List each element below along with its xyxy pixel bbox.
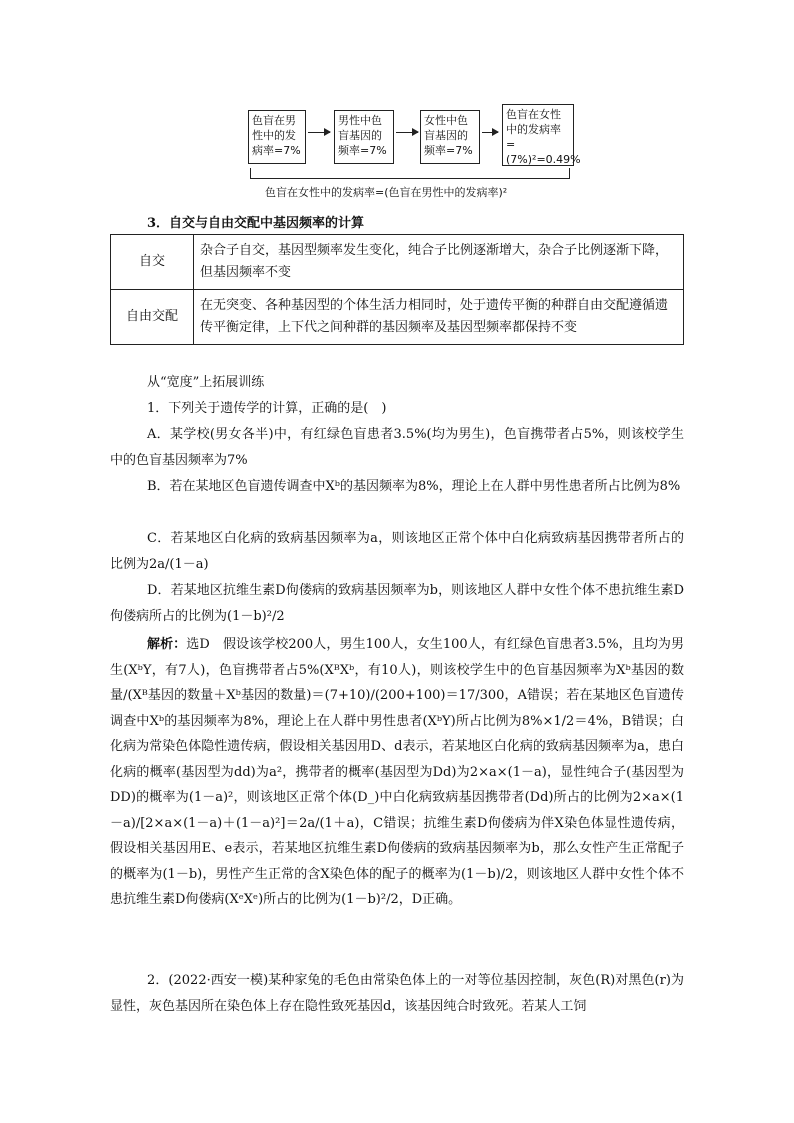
- table-body-cell: 杂合子自交，基因型频率发生变化，纯合子比例逐渐增大，杂合子比例逐渐下降，但基因频率不变: [194, 235, 684, 290]
- comparison-table: [110, 234, 684, 345]
- flowchart-brace: [250, 168, 570, 179]
- flow-arrow-2: [396, 132, 418, 133]
- analysis-label: 解析：: [147, 637, 187, 652]
- option-d: D．若某地区抗维生素D佝偻病的致病基因频率为b，则该地区人群中女性个体不患抗维生素D佝偻病所占的比例为(1－b)²/2: [110, 583, 684, 624]
- table-row: [111, 290, 684, 345]
- flow-arrow-3: [482, 132, 498, 133]
- option-a: A．某学校(男女各半)中，有红绿色盲患者3.5%(均为男生)，色盲携带者占5%，则该校学生中的色盲基因频率为7%: [110, 427, 684, 468]
- training-heading: 从“宽度”上拓展训练: [147, 375, 265, 390]
- analysis-paragraph: [110, 632, 684, 913]
- table-head-cell: 自由交配: [111, 290, 194, 345]
- option-b: B．若在某地区色盲遗传调查中Xᵇ的基因频率为8%，理论上在人群中男性患者所占比例为8%: [147, 479, 681, 494]
- section-title: 3．自交与自由交配中基因频率的计算: [147, 216, 365, 231]
- question-2: 2．(2022·西安一模)某种家兔的毛色由常染色体上的一对等位基因控制，灰色(R)对黑色(r)为显性，灰色基因所在染色体上存在隐性致死基因d，该基因纯合时致死。若某人工饲: [110, 973, 684, 1014]
- flow-arrow-1: [308, 132, 330, 133]
- question-1: 1．下列关于遗传学的计算，正确的是( ): [147, 401, 387, 416]
- flowchart: [248, 104, 581, 166]
- flowchart-summary: 色盲在女性中的发病率=(色盲在男性中的发病率)²: [265, 186, 508, 199]
- flow-box-3: 女性中色盲基因的频率=7%: [420, 110, 480, 164]
- analysis-text: 选D 假设该学校200人，男生100人，女生100人，有红绿色盲患者3.5%，且均为男生(XᵇY，有7人)，色盲携带者占5%(XᴮXᵇ，有10人)，则该校学生中的色盲基因频率为Xᵇ基因的数量/(Xᴮ基因的数量＋Xᵇ基因的数量)＝(7+10)/(200+100)＝17/300，A错误；若在某地区色盲遗传调查中Xᵇ的基因频率为8%，理论上在人群中男性患者(XᵇY)所占比例为8%×1/2＝4%，B错误；白化病为常染色体隐性遗传病，假设相关基因用D、d表示，若某地区白化病的致病基因频率为a，患白化病的概率(基因型为dd)为a²，携带者的概率(基因型为Dd)为2×a×(1－a)，显性纯合子(基因型为DD)的概率为(1－a)²，则该地区正常个体(D_)中白化病致病基因携带者(Dd)所占的比例为2×a×(1－a)/[2×a×(1－a)＋(1－a)²]＝2a/(1＋a)，C错误；抗维生素D佝偻病为伴X染色体显性遗传病，假设相关基因用E、e表示，若某地区抗维生素D佝偻病的致病基因频率为b，那么女性产生正常配子的概率为(1－b)，男性产生正常的含X染色体的配子的概率为(1－b)/2，则该地区人群中女性个体不患抗维生素D佝偻病(XᵉXᵉ)所占的比例为(1－b)²/2，D正确。: [110, 637, 684, 907]
- flow-box-1: 色盲在男性中的发病率=7%: [248, 110, 306, 164]
- option-c: C．若某地区白化病的致病基因频率为a，则该地区正常个体中白化病致病基因携带者所占的比例为2a/(1－a): [110, 531, 684, 572]
- flow-box-2: 男性中色盲基因的频率=7%: [334, 110, 394, 164]
- table-head-cell: 自交: [111, 235, 194, 290]
- table-body-cell: 在无突变、各种基因型的个体生活力相同时，处于遗传平衡的种群自由交配遵循遗传平衡定律，上下代之间种群的基因频率及基因型频率都保持不变: [194, 290, 684, 345]
- table-row: [111, 235, 684, 290]
- flow-box-4: 色盲在女性中的发病率=(7%)²=0.49%: [502, 104, 574, 166]
